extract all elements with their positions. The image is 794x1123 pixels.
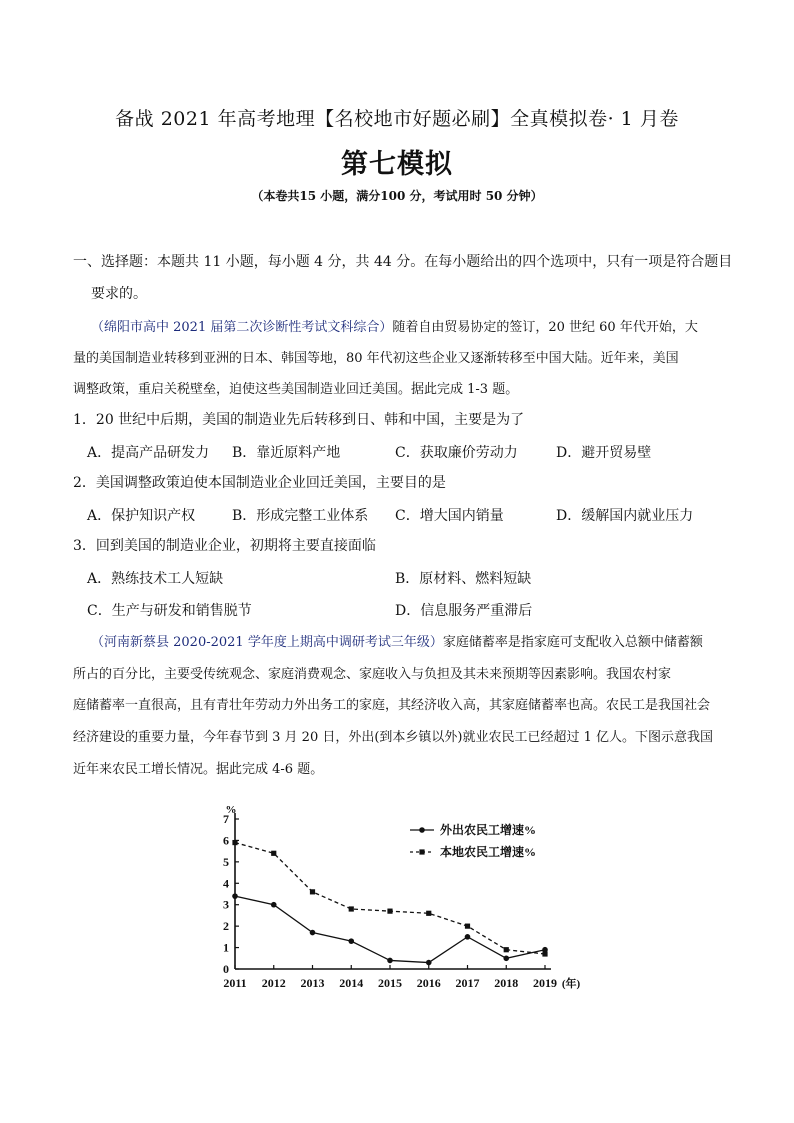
- series-line-1: [235, 896, 545, 962]
- question-2-stem: 2．美国调整政策迫使本国制造业企业回迁美国，主要目的是: [73, 475, 446, 491]
- paper-title: 备战 2021 年高考地理【名校地市好题必刷】全真模拟卷· 1 月卷: [115, 108, 679, 130]
- q1-option-c: C．获取廉价劳动力: [395, 445, 518, 461]
- paper-subtitle: 第七模拟: [341, 149, 453, 180]
- section-heading-line2: 要求的。: [91, 286, 147, 302]
- passage2-line5: 近年来农民工增长情况。据此完成 4-6 题。: [73, 762, 324, 777]
- passage1-line2: 量的美国制造业转移到亚洲的日本、韩国等地，80 年代初这些企业又逐渐转移至中国大陆。近年来，美国: [73, 351, 679, 366]
- series-2-point: [271, 851, 276, 856]
- q1-option-b: B．靠近原料产地: [232, 445, 341, 461]
- x-tick-label: 2012: [261, 976, 286, 990]
- series-2-point: [426, 911, 431, 916]
- y-tick-label: 3: [223, 897, 229, 912]
- y-tick-label: 7: [223, 812, 229, 826]
- passage1-line1: [91, 316, 698, 335]
- passage2-line1: [91, 631, 703, 650]
- series-1-point: [503, 955, 509, 961]
- q2-option-a: A．保护知识产权: [87, 508, 196, 524]
- series-2-point: [504, 947, 509, 952]
- series-1-point: [310, 930, 316, 936]
- q3-option-a: A．熟练技术工人短缺: [87, 571, 224, 587]
- y-tick-label: 6: [223, 833, 229, 848]
- section-heading-line1: 一、选择题：本题共 11 小题，每小题 4 分，共 44 分。在每小题给出的四个选项中，只有一项是符合题目: [73, 254, 733, 270]
- series-line-2: [235, 843, 545, 954]
- x-tick-label: 2011: [223, 976, 247, 990]
- y-tick-label: 4: [223, 876, 229, 891]
- series-2-point: [349, 906, 354, 911]
- y-tick-label: 0: [223, 962, 229, 976]
- legend-marker: [419, 827, 425, 833]
- passage2-line3: 庭储蓄率一直很高，且有青壮年劳动力外出务工的家庭，其经济收入高，其家庭储蓄率也高。农民工是我国社会: [73, 698, 711, 713]
- q2-option-d: D．缓解国内就业压力: [556, 508, 694, 524]
- question-3-stem: 3．回到美国的制造业企业，初期将主要直接面临: [73, 538, 376, 554]
- series-1-point: [387, 958, 393, 964]
- passage2-line4: 经济建设的重要力量，今年春节到 3 月 20 日，外出(到本乡镇以外)就业农民工已经超过 1 亿人。下图示意我国: [73, 730, 714, 745]
- series-2-point: [387, 909, 392, 914]
- series-2-point: [465, 924, 470, 929]
- passage1-line3: 调整政策，重启关税壁垒，迫使这些美国制造业回迁美国。据此完成 1-3 题。: [73, 382, 519, 397]
- x-tick-label: 2018: [494, 976, 519, 990]
- series-1-point: [426, 960, 432, 966]
- x-tick-label: 2015: [378, 976, 402, 990]
- q3-option-b: B．原材料、燃料短缺: [395, 571, 532, 587]
- x-tick-label: 2016: [416, 976, 441, 990]
- series-1-point: [465, 934, 471, 940]
- passage1-text: 随着自由贸易协定的签订，20 世纪 60 年代开始，大: [392, 320, 698, 335]
- y-tick-label: 5: [223, 854, 229, 869]
- x-tick-label: 2019: [533, 976, 557, 990]
- question-1-stem: 1．20 世纪中后期，美国的制造业先后转移到日、韩和中国，主要是为了: [73, 412, 525, 428]
- legend-marker: [419, 849, 424, 854]
- q3-option-d: D．信息服务严重滞后: [395, 603, 533, 619]
- legend-label-1: 外出农民工增速%: [440, 823, 537, 837]
- q1-option-d: D．避开贸易壁: [556, 445, 652, 461]
- series-1-point: [232, 893, 238, 899]
- series-1-point: [271, 902, 277, 908]
- passage2-line2: 所占的百分比，主要受传统观念、家庭消费观念、家庭收入与负担及其未来预期等因素影响。我国农村家: [73, 667, 672, 682]
- y-tick-label: 2: [223, 919, 229, 934]
- series-1-point: [348, 938, 354, 944]
- q3-option-c: C．生产与研发和销售脱节: [87, 603, 252, 619]
- passage2-text: 家庭储蓄率是指家庭可支配收入总额中储蓄额: [442, 635, 703, 650]
- passage2-source: （河南新蔡县 2020-2021 学年度上期高中调研考试三年级）: [91, 635, 443, 650]
- exam-note: （本卷共15 小题，满分100 分，考试用时 50 分钟）: [251, 189, 543, 203]
- passage1-source: （绵阳市高中 2021 届第二次诊断性考试文科综合）: [91, 320, 393, 335]
- q1-option-a: A．提高产品研发力: [87, 445, 210, 461]
- q2-option-c: C．增大国内销量: [395, 508, 504, 524]
- series-2-point: [310, 889, 315, 894]
- x-tick-label: 2017: [455, 976, 480, 990]
- x-axis-label: (年): [561, 978, 581, 990]
- x-tick-label: 2013: [300, 976, 325, 990]
- legend-label-2: 本地农民工增速%: [440, 845, 537, 859]
- y-tick-label: 1: [223, 940, 229, 955]
- series-2-point: [232, 840, 237, 845]
- migrant-worker-growth-chart: [215, 803, 581, 998]
- y-axis-label: %: [225, 804, 237, 816]
- series-2-point: [542, 951, 547, 956]
- x-tick-label: 2014: [339, 976, 364, 990]
- q2-option-b: B．形成完整工业体系: [232, 508, 369, 524]
